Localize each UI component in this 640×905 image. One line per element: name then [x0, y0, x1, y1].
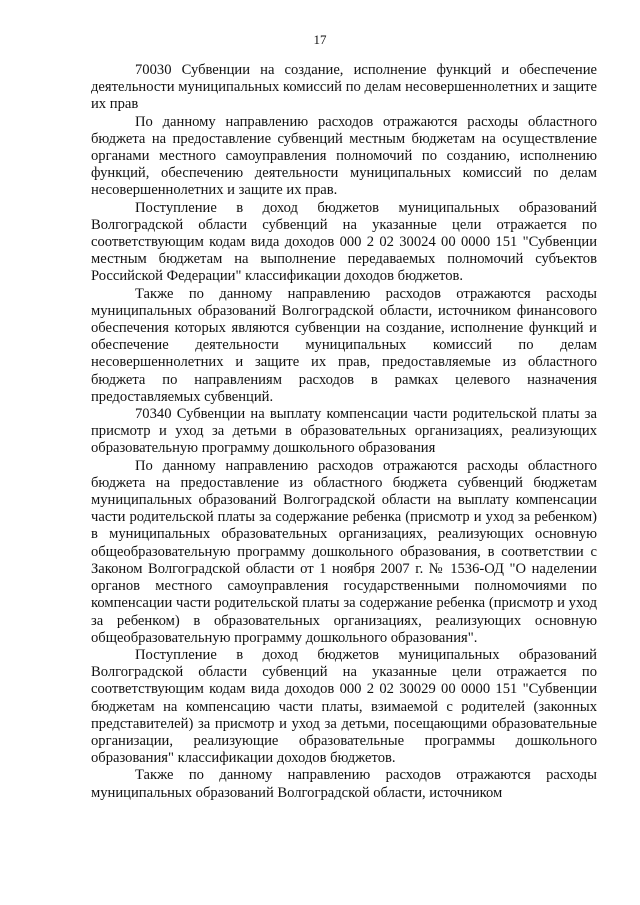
page-number: 17 [313, 32, 327, 47]
paragraph-70340-expenses: По данному направлению расходов отражаются расходы областного бюджета на предоставление из областного бюджета субвенций бюджетам муниципальных образований Волгоградской области на выплату компенсации части родительской платы за содержание ребенка (присмотр и уход за ребенком) в муниципальных образовательных организациях, реализующих основную общеобразовательную программу дошкольного образования, в соответствии с Законом Волгоградской области от 1 ноября 2007 г. № 1536-ОД "О наделении органов местного самоуправления государственными полномочиями по компенсации части родительской платы за содержание ребенка (присмотр и уход за ребенком) в образовательных организациях, реализующих основную общеобразовательную программу дошкольного образования". [91, 457, 597, 646]
paragraph-70340-revenue: Поступление в доход бюджетов муниципальных образований Волгоградской области субвенций на указанные цели отражается по соответствующим кодам вида доходов 000 2 02 30029 00 0000 151 "Субвенции бюджетам на компенсацию части платы, взимаемой с родителей (законных представителей) за присмотр и уход за детьми, посещающими образовательные организации, реализующие образовательные программы дошкольного образования" классификации доходов бюджетов. [91, 646, 597, 767]
paragraph-70340-municipal: Также по данному направлению расходов отражаются расходы муниципальных образований Волгоградской области, источником [91, 767, 597, 801]
paragraph-70030-expenses: По данному направлению расходов отражаются расходы областного бюджета на предоставление субвенций местным бюджетам на осуществление органами местного самоуправления полномочий по созданию, исполнению функций, обеспечению деятельности муниципальных комиссий по делам несовершеннолетних и защите их прав. [91, 113, 597, 199]
paragraph-70030-revenue: Поступление в доход бюджетов муниципальных образований Волгоградской области субвенций на указанные цели отражается по соответствующим кодам вида доходов 000 2 02 30024 00 0000 151 "Субвенции местным бюджетам на выполнение передаваемых полномочий субъектов Российской Федерации" классификации доходов бюджетов. [91, 199, 597, 285]
document-body [91, 62, 597, 802]
paragraph-70030-municipal: Также по данному направлению расходов отражаются расходы муниципальных образований Волгоградской области, источником финансового обеспечения которых являются субвенции на создание, исполнение функций и обеспечение деятельности муниципальных комиссий по делам несовершеннолетних и защите их прав, предоставляемые из областного бюджета по направлениям расходов в рамках целевого назначения предоставляемых субвенций. [91, 285, 597, 405]
paragraph-heading-70340: 70340 Субвенции на выплату компенсации части родительской платы за присмотр и уход за детьми в образовательных организациях, реализующих образовательную программу дошкольного образования [91, 406, 597, 457]
paragraph-heading-70030: 70030 Субвенции на создание, исполнение функций и обеспечение деятельности муниципальных комиссий по делам несовершеннолетних и защите их прав [91, 62, 597, 113]
